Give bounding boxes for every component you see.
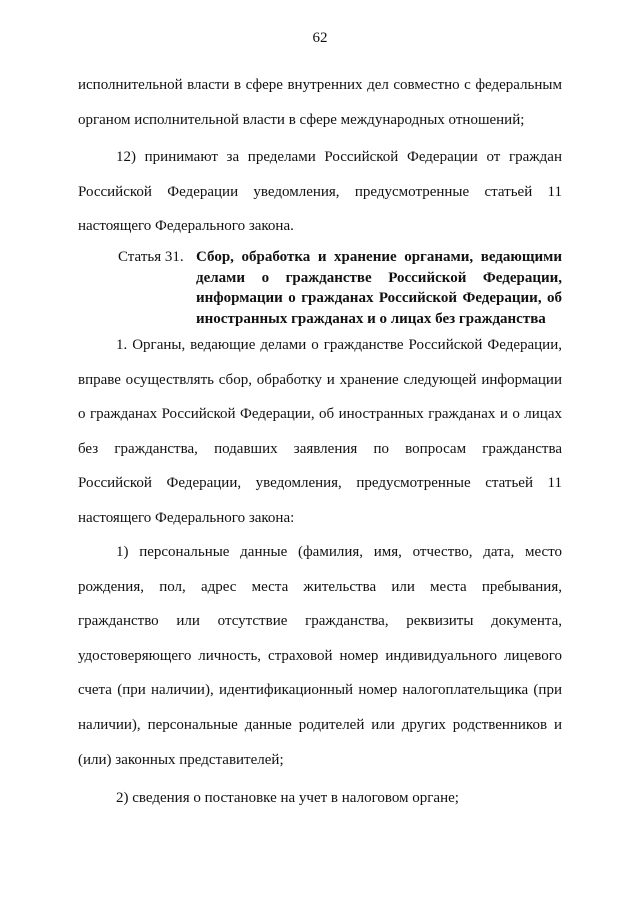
continuation-block bbox=[78, 68, 562, 137]
article-heading bbox=[118, 247, 562, 329]
page-number: 62 bbox=[312, 30, 328, 46]
article-title: Сбор, обработка и хранение органами, ведающими делами о гражданстве Российской Федерации, информации о гражданах Российской Федерации, об иностранных гражданах и о лицах без гражданства bbox=[196, 249, 562, 327]
continuation-paragraph: исполнительной власти в сфере внутренних дел совместно с федеральным органом исполнительной власти в сфере международных отношений; bbox=[78, 77, 562, 128]
part-1-paragraph: 1. Органы, ведающие делами о гражданстве Российской Федерации, вправе осуществлять сбор, обработку и хранение следующей информации о гражданах Российской Федерации, об иностранных гражданах и о лицах без гражданства, подавших заявления по вопросам гражданства Российской Федерации, уведомления, предусмотренные статьей 11 настоящего Федерального закона: bbox=[78, 337, 562, 526]
subitem-2-block bbox=[78, 781, 562, 816]
item-12-paragraph: 12) принимают за пределами Российской Федерации от граждан Российской Федерации уведомления, предусмотренные статьей 11 настоящего Федерального закона. bbox=[78, 149, 562, 235]
article-number: Статья 31. bbox=[118, 249, 184, 265]
subitem-2-paragraph: 2) сведения о постановке на учет в налоговом органе; bbox=[116, 790, 459, 806]
item-12-block bbox=[78, 140, 562, 244]
part-1-block bbox=[78, 328, 562, 536]
subitem-1-block bbox=[78, 535, 562, 777]
subitem-1-paragraph: 1) персональные данные (фамилия, имя, отчество, дата, место рождения, пол, адрес места жительства или места пребывания, гражданство или отсутствие гражданства, реквизиты документа, удостоверяющего личность, страховой номер индивидуального лицевого счета (при наличии), идентификационный номер налогоплательщика (при наличии), персональные данные родителей или других родственников и (или) законных представителей; bbox=[78, 544, 562, 768]
